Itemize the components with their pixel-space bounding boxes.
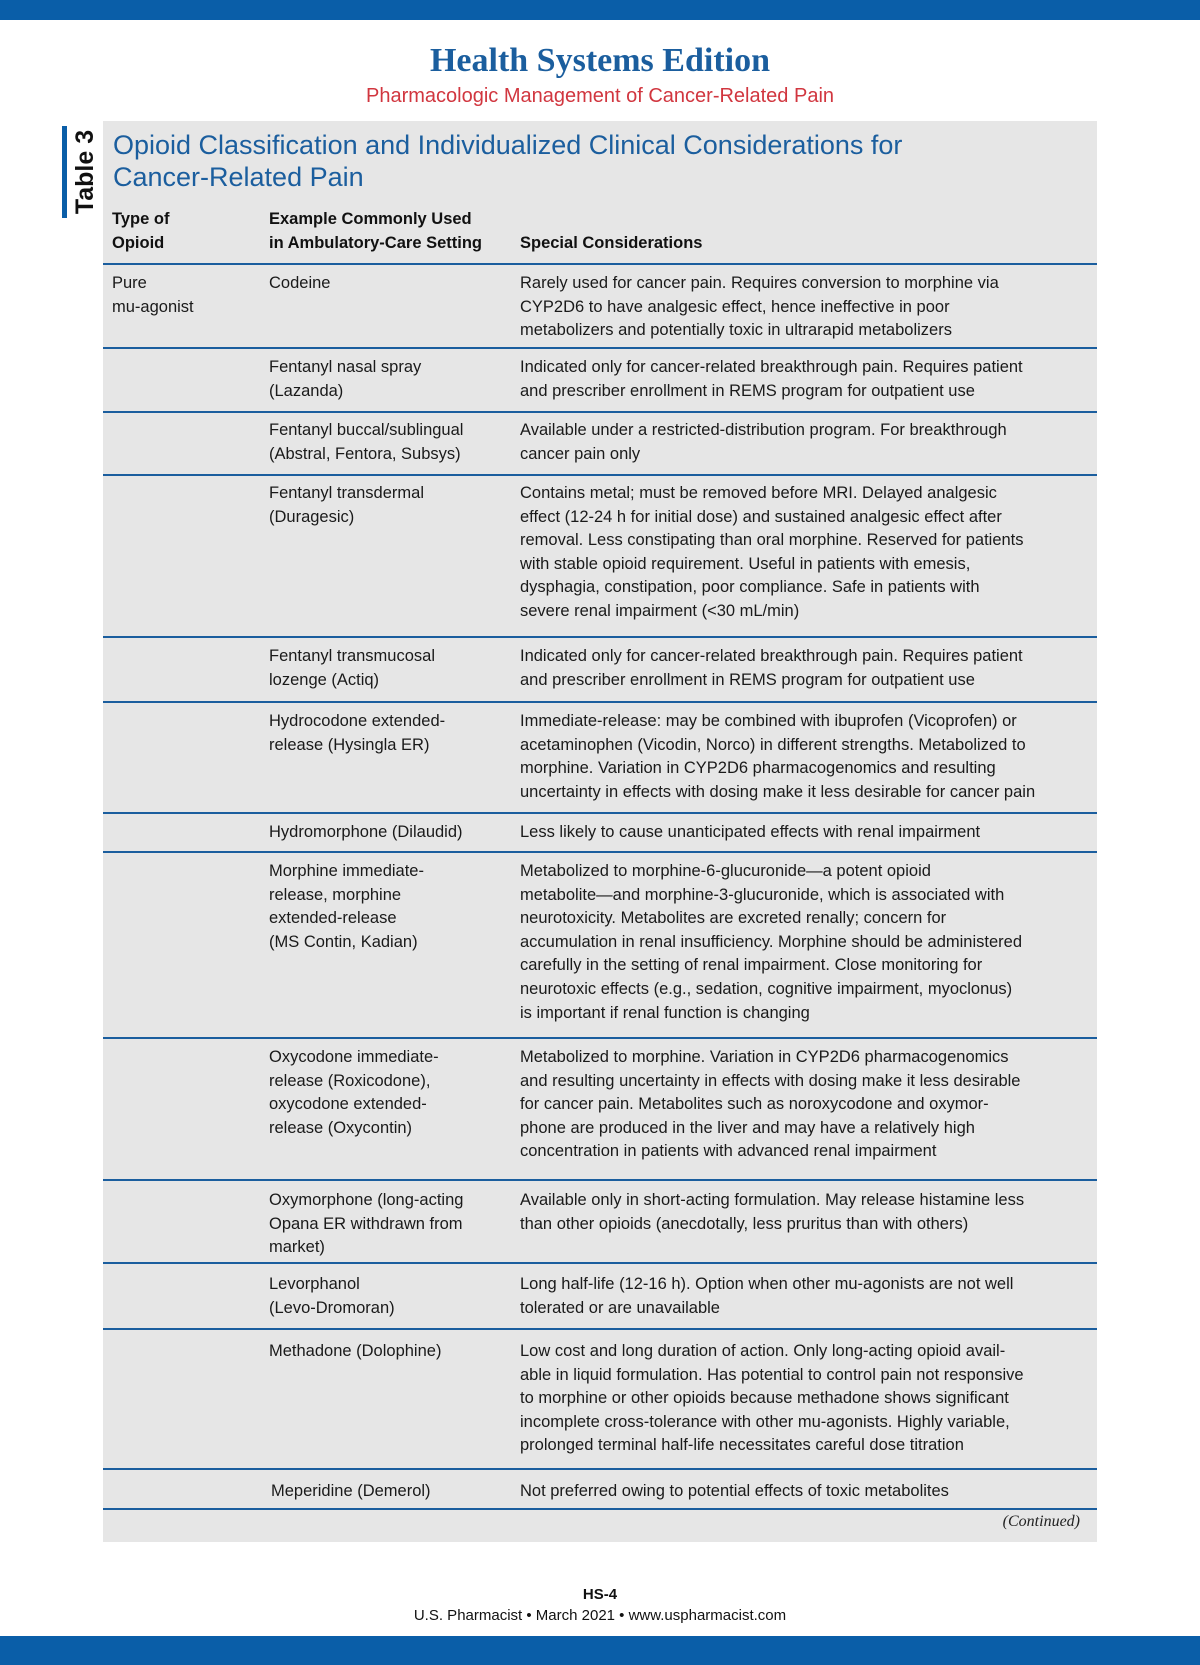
page-number: HS-4 (582, 1586, 618, 1603)
cell-line: Fentanyl transmucosal (269, 647, 435, 665)
table-rule (103, 263, 1097, 265)
cell-line: for cancer pain. Metabolites such as noroxycodone and oxymor- (520, 1095, 989, 1114)
cell-line: Levorphanol (269, 1275, 360, 1293)
table-rule (103, 347, 1097, 349)
cell-line: concentration in patients with advanced renal impairment (520, 1142, 937, 1161)
cell-special-considerations (520, 272, 1080, 343)
cell-line: Meperidine (Demerol) (271, 1482, 431, 1500)
cell-line: mu-agonist (112, 297, 194, 316)
cell-line: Oxycodone immediate- (269, 1048, 439, 1066)
column-header-line: Type of (112, 210, 170, 228)
article-subtitle: Pharmacologic Management of Cancer-Related Pain (365, 85, 835, 107)
cell-line: Hydromorphone (Dilaudid) (269, 823, 463, 841)
cell-special-considerations (520, 645, 1080, 692)
cell-line: release (Oxycontin) (269, 1118, 413, 1137)
cell-line: Less likely to cause unanticipated effects with renal impairment (520, 823, 981, 841)
table-title (113, 129, 1013, 193)
table-rule (103, 701, 1097, 703)
cell-line: Hydrocodone extended- (269, 712, 446, 730)
cell-line: Available only in short-acting formulation. May release histamine less (520, 1191, 1025, 1209)
cell-line: Available under a restricted-distribution program. For breakthrough (520, 421, 1007, 439)
cell-example-drug (269, 645, 514, 692)
cell-line: to morphine or other opioids because methadone shows significant (520, 1389, 1009, 1408)
cell-line: release, morphine (269, 885, 402, 904)
cell-line: Methadone (Dolophine) (269, 1342, 442, 1360)
cell-line: Fentanyl nasal spray (269, 358, 422, 376)
cell-example-drug (269, 419, 514, 466)
cell-line: release (Roxicodone), (269, 1071, 431, 1090)
cell-line: dysphagia, constipation, poor compliance. Safe in patients with (520, 578, 980, 597)
cell-line: neurotoxicity. Metabolites are excreted renally; concern for (520, 909, 947, 928)
table-rule (103, 1508, 1097, 1510)
cell-line: Immediate-release: may be combined with ibuprofen (Vicoprofen) or (520, 712, 1017, 730)
top-color-bar (0, 0, 1200, 20)
cell-line: Morphine immediate- (269, 862, 424, 880)
cell-line: phone are produced in the liver and may have a relatively high (520, 1118, 975, 1137)
cell-special-considerations (520, 419, 1080, 466)
cell-special-considerations (520, 482, 1080, 624)
cell-example-drug (269, 482, 514, 529)
cell-line: with stable opioid requirement. Useful in patients with emesis, (520, 554, 971, 573)
cell-line: Codeine (269, 274, 331, 292)
table-tab-label: Table 3 (71, 129, 99, 215)
cell-line: severe renal impairment (<30 mL/min) (520, 601, 800, 620)
cell-special-considerations (520, 821, 1080, 845)
column-header-example (269, 207, 509, 255)
continued-note: (Continued) (1002, 1513, 1080, 1530)
cell-line: Contains metal; must be removed before MRI. Delayed analgesic (520, 484, 997, 502)
cell-special-considerations (520, 860, 1080, 1025)
table-tab-bar (62, 126, 67, 218)
cell-example-drug (269, 356, 514, 403)
cell-line: and prescriber enrollment in REMS program for outpatient use (520, 381, 975, 400)
table-rule (103, 1468, 1097, 1470)
edition-title: Health Systems Edition (429, 42, 771, 79)
cell-line: Rarely used for cancer pain. Requires conversion to morphine via (520, 274, 999, 292)
cell-example-drug (269, 821, 514, 845)
cell-line: Metabolized to morphine-6-glucuronide—a potent opioid (520, 862, 931, 880)
cell-example-drug (269, 1046, 514, 1140)
column-header-line: Example Commonly Used (269, 210, 472, 228)
cell-example-drug (269, 710, 514, 757)
bottom-color-bar (0, 1636, 1200, 1665)
table-rule (103, 1037, 1097, 1039)
cell-line: (MS Contin, Kadian) (269, 932, 418, 951)
cell-example-drug (269, 272, 514, 296)
cell-special-considerations (520, 1189, 1080, 1236)
table-rule (103, 1179, 1097, 1181)
table-rule (103, 411, 1097, 413)
table-title-line: Cancer-Related Pain (113, 162, 364, 192)
cell-line: (Abstral, Fentora, Subsys) (269, 444, 461, 463)
cell-line: accumulation in renal insufficiency. Morphine should be administered (520, 932, 1023, 951)
cell-line: CYP2D6 to have analgesic effect, hence ineffective in poor (520, 297, 950, 316)
cell-line: Oxymorphone (long-acting (269, 1191, 464, 1209)
cell-line: metabolite—and morphine-3-glucuronide, which is associated with (520, 885, 1005, 904)
cell-line: Low cost and long duration of action. Only long-acting opioid avail- (520, 1342, 1006, 1360)
column-header-line: Opioid (112, 234, 165, 252)
cell-line: incomplete cross-tolerance with other mu-agonists. Highly variable, (520, 1412, 1010, 1431)
cell-line: effect (12-24 h for initial dose) and sustained analgesic effect after (520, 507, 1002, 526)
cell-line: lozenge (Actiq) (269, 670, 380, 689)
cell-line: and resulting uncertainty in effects with dosing make it less desirable (520, 1071, 1021, 1090)
cell-example-drug (269, 1273, 514, 1320)
table-rule (103, 1262, 1097, 1264)
cell-special-considerations (520, 1340, 1080, 1458)
cell-line: cancer pain only (520, 444, 641, 463)
cell-example-drug (271, 1480, 516, 1504)
cell-opioid-type (112, 272, 257, 319)
cell-line: (Lazanda) (269, 381, 344, 400)
cell-special-considerations (520, 1046, 1080, 1164)
cell-line: extended-release (269, 909, 397, 928)
cell-line: than other opioids (anecdotally, less pruritus than with others) (520, 1214, 969, 1233)
cell-line: Not preferred owing to potential effects of toxic metabolites (520, 1482, 949, 1500)
cell-example-drug (269, 1189, 514, 1260)
cell-line: Indicated only for cancer-related breakthrough pain. Requires patient (520, 647, 1023, 665)
footer-citation: U.S. Pharmacist • March 2021 • www.uspharmacist.com (413, 1607, 787, 1624)
cell-line: removal. Less constipating than oral morphine. Reserved for patients (520, 531, 1024, 550)
cell-line: uncertainty in effects with dosing make it less desirable for cancer pain (520, 782, 1036, 801)
cell-line: morphine. Variation in CYP2D6 pharmacogenomics and resulting (520, 759, 996, 778)
column-header-line: in Ambulatory-Care Setting (269, 234, 482, 252)
cell-special-considerations (520, 356, 1080, 403)
cell-special-considerations (520, 1273, 1080, 1320)
cell-line: (Levo-Dromoran) (269, 1298, 395, 1317)
cell-line: Opana ER withdrawn from (269, 1214, 463, 1233)
cell-line: and prescriber enrollment in REMS program for outpatient use (520, 670, 975, 689)
cell-line: acetaminophen (Vicodin, Norco) in different strengths. Metabolized to (520, 735, 1026, 754)
cell-example-drug (269, 1340, 514, 1364)
cell-line: neurotoxic effects (e.g., sedation, cognitive impairment, myoclonus) (520, 979, 1013, 998)
cell-line: carefully in the setting of renal impairment. Close monitoring for (520, 956, 983, 975)
cell-special-considerations (520, 1480, 1080, 1504)
cell-line: Pure (112, 274, 147, 292)
table-tab (62, 126, 102, 218)
cell-line: Indicated only for cancer-related breakthrough pain. Requires patient (520, 358, 1023, 376)
table-rule (103, 851, 1097, 853)
cell-line: Long half-life (12-16 h). Option when other mu-agonists are not well (520, 1275, 1014, 1293)
cell-line: prolonged terminal half-life necessitates careful dose titration (520, 1436, 964, 1455)
table-rule (103, 812, 1097, 814)
cell-special-considerations (520, 710, 1080, 804)
cell-line: Fentanyl transdermal (269, 484, 424, 502)
column-header-type (112, 207, 252, 255)
table-rule (103, 1328, 1097, 1330)
cell-line: (Duragesic) (269, 507, 355, 526)
column-header-special: Special Considerations (520, 234, 703, 252)
table-rule (103, 636, 1097, 638)
cell-line: release (Hysingla ER) (269, 735, 430, 754)
table-title-line: Opioid Classification and Individualized Clinical Considerations for (113, 130, 903, 160)
cell-line: is important if renal function is changing (520, 1003, 810, 1022)
cell-line: able in liquid formulation. Has potential to control pain not responsive (520, 1365, 1024, 1384)
table-rule (103, 474, 1097, 476)
cell-example-drug (269, 860, 514, 954)
cell-line: metabolizers and potentially toxic in ultrarapid metabolizers (520, 321, 952, 340)
cell-line: tolerated or are unavailable (520, 1298, 720, 1317)
cell-line: Fentanyl buccal/sublingual (269, 421, 464, 439)
cell-line: oxycodone extended- (269, 1095, 427, 1114)
cell-line: market) (269, 1238, 325, 1257)
cell-line: Metabolized to morphine. Variation in CYP2D6 pharmacogenomics (520, 1048, 1009, 1066)
